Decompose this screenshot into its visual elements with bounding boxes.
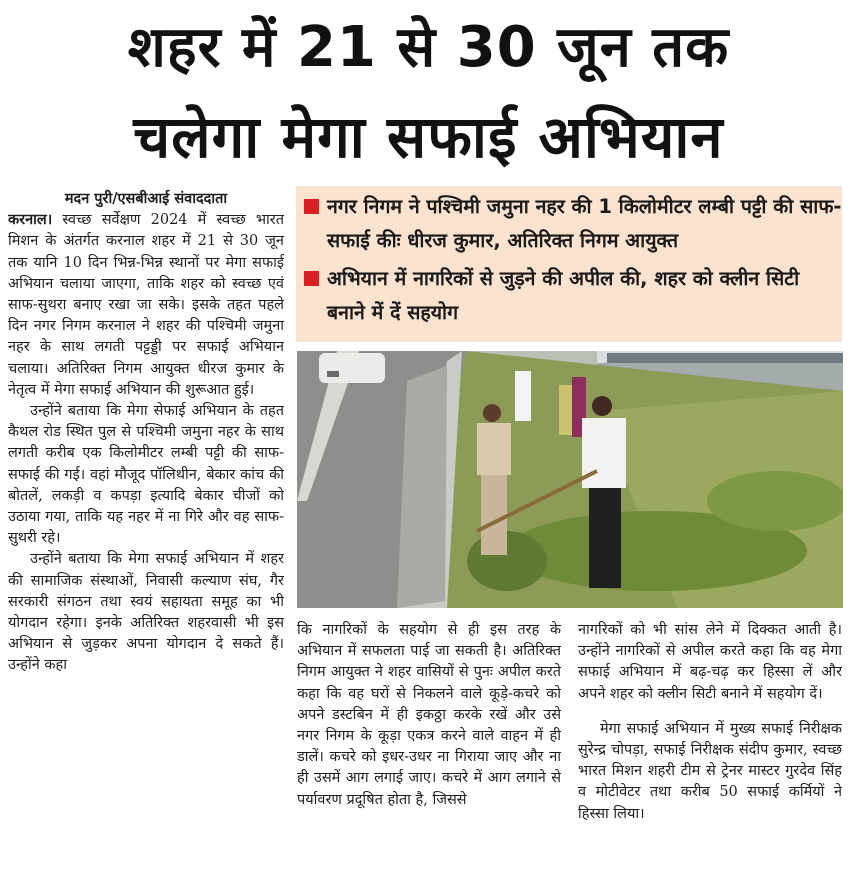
article-paragraph: मेगा सफाई अभियान में मुख्य सफाई निरीक्षक सुरेन्द्र चोपड़ा, सफाई निरीक्षक संदीप कुमार, स्वच्छ भारत मिशन शहरी टीम से ट्रेनर मास्टर गुरदेव सिंह व मोटीवेटर तथा करीब 50 सफाई कर्मियों ने हिस्सा लिया। xyxy=(578,720,842,822)
article-paragraph: उन्होंने बताया कि मेगा सफाई अभियान में शहर की सामाजिक संस्थाओं, निवासी कल्याण संघ, गैर सरकारी संगठन तथा स्वयं सहायता समूह का भी योगदान रहेगा। इनके अतिरिक्त शहरवासी भी इस अभियान से जुड़कर अपना योगदान दे सकते हैं। उन्होंने कहा xyxy=(8,551,284,674)
headline-line-2: चलेगा मेगा सफाई अभियान xyxy=(133,103,724,171)
article-paragraph: उन्होंने बताया कि मेगा सेफाई अभियान के तहत कैथल रोड स्थित पुल से पश्चिमी जमुना नहर के साथ लगती करीब एक किलोमीटर लम्बी पट्टी की साफ-सफाई की गई। वहां मौजूद पॉलिथीन, बेकार कांच की बोतलें, लकड़ी व कपड़ा इत्यादि बेकार चीजों को उठाया गया, ताकि यह नहर में ना गिरे और वह साफ-सुथरी रहे। xyxy=(8,403,284,547)
highlight-text: नगर निगम ने पश्चिमी जमुना नहर की 1 किलोमीटर लम्बी पट्टी की साफ-सफाई कीः धीरज कुमार, अतिरिक्त निगम आयुक्त xyxy=(327,195,842,252)
highlight-item xyxy=(300,190,842,258)
bullet-square-icon xyxy=(304,199,319,214)
article-column-2 xyxy=(297,620,561,882)
bullet-square-icon xyxy=(304,271,319,286)
highlights-box xyxy=(296,186,842,342)
highlight-text: अभियान में नागरिकों से जुड़ने की अपील की, शहर को क्लीन सिटी बनाने में दें सहयोग xyxy=(327,267,800,324)
cleaning-drive-photo xyxy=(297,351,843,608)
article-paragraph: कि नागरिकों के सहयोग से ही इस तरह के अभियान में सफलता पाई जा सकती है। अतिरिक्त निगम आयुक्त ने शहर वासियों से पुनः अपील करते कहा कि वह घरों से निकलने वाले कूड़े-कचरे को अपने डस्टबिन में ही इकठ्ठा करके रखें और उसे नगर निगम के कूड़ा एकत्र करने वाले वाहन में ही डालें। कचरे को इधर-उधर ना गिराया जाए और ना ही उसमें आग लगाई जाए। कचरे में आग लगाने से पर्यावरण प्रदूषित होता है, जिससे xyxy=(297,622,561,808)
article-paragraph: नागरिकों को भी सांस लेने में दिक्कत आती है। उन्होंने नागरिकों से अपील करते कहा कि वह मेगा सफाई अभियान में बढ़-चढ़ कर हिस्सा लें और अपने शहर को क्लीन सिटी बनाने में सहयोग दें। xyxy=(578,622,842,702)
article-column-1 xyxy=(8,188,284,883)
article-paragraph xyxy=(8,209,284,401)
headline-line-1: शहर में 21 से 30 जून तक xyxy=(127,15,730,80)
dateline: करनाल। xyxy=(8,211,53,229)
article-column-3 xyxy=(578,620,842,882)
news-photo xyxy=(297,351,843,608)
article-paragraph-text: स्वच्छ सर्वेक्षण 2024 में स्वच्छ भारत मिशन के अंतर्गत करनाल शहर में 21 से 30 जून तक यानि 10 दिन भिन्न-भिन्न स्थानों पर मेगा सफाई अभियान चलाया जाएगा, ताकि शहर को स्वच्छ एवं साफ-सुथरा बनाए रखा जा सके। इसके तहत पहले दिन नगर निगम करनाल ने शहर की पश्चिमी जमुना नहर के साथ लगती पट्टड्डी पर सफाई अभियान चलाया। अतिरिक्त निगम आयुक्त धीरज कुमार के नेतृत्व में मेगा सफाई अभियान की शुरूआत हुई। xyxy=(8,212,284,398)
highlight-item xyxy=(300,262,842,330)
byline: मदन पुरी/एसबीआई संवाददाता xyxy=(64,190,228,207)
